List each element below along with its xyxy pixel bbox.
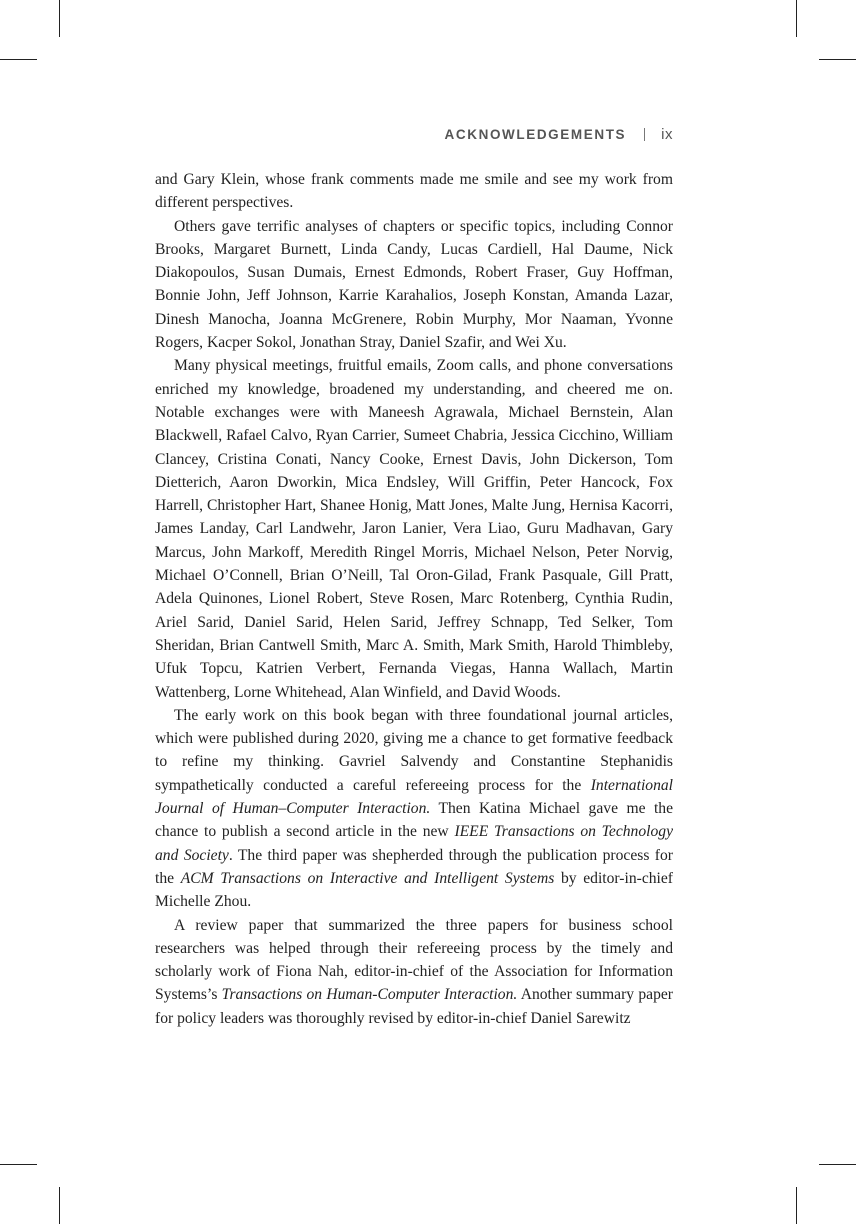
crop-mark-bottom-left [59, 1187, 60, 1224]
crop-mark-bottom-right-horizontal [819, 1164, 856, 1165]
running-head-divider [644, 128, 645, 141]
running-title: ACKNOWLEDGEMENTS [444, 126, 627, 142]
crop-mark-top-right-horizontal [819, 59, 856, 60]
journal-title-ijhci: International Journal of Human–Computer Interaction. [155, 776, 673, 818]
paragraph-4-text-e: . The third paper was shepherded through the publication process for the [155, 846, 673, 887]
journal-title-acm-tiis: ACM Transactions on Interactive and Intelligent Systems [180, 869, 555, 887]
running-head [155, 124, 673, 144]
paragraph-5-text-c: Another summary paper for policy leaders was thoroughly revised by editor-in-chief Daniel Sarewitz [155, 986, 673, 1027]
body-text [155, 168, 673, 1030]
crop-mark-bottom-left-horizontal [0, 1164, 37, 1165]
journal-title-ais-thci: Transactions on Human-Computer Interaction. [221, 986, 518, 1004]
paragraph-4-text-a: The early work on this book began with three foundational journal articles, which were published during 2020, giving me a chance to get formative feedback to refine my thinking. Gavriel Salvendy and Constantine Stephanidis sympathetically conducted a careful refereeing process for the [155, 706, 673, 794]
paragraph-4-text-g: by editor-in-chief Michelle Zhou. [155, 869, 673, 911]
crop-mark-top-left [59, 0, 60, 37]
paragraph-5 [155, 914, 673, 1030]
journal-title-ieee-tts: IEEE Transactions on Technology and Society [155, 823, 673, 864]
paragraph-2: Others gave terrific analyses of chapters or specific topics, including Connor Brooks, Margaret Burnett, Linda Candy, Lucas Cardiell, Hal Daume, Nick Diakopoulos, Susan Dumais, Ernest Edmonds, Robert Fraser, Guy Hoffman, Bonnie John, Jeff Johnson, Karrie Karahalios, Joseph Konstan, Amanda Lazar, Dinesh Manocha, Joanna McGrenere, Robin Murphy, Mor Naaman, Yvonne Rogers, Kacper Sokol, Jonathan Stray, Daniel Szafir, and Wei Xu. [155, 217, 673, 352]
paragraph-5-text-a: A review paper that summarized the three papers for business school researchers was helped through their refereeing process by the timely and scholarly work of Fiona Nah, editor-in-chief of the Association for Information Systems’s [155, 916, 673, 1004]
page-number: ix [661, 125, 673, 143]
crop-mark-top-left-horizontal [0, 59, 37, 60]
paragraph-1: and Gary Klein, whose frank comments made me smile and see my work from different perspectives. [155, 171, 673, 212]
paragraph-3: Many physical meetings, fruitful emails, Zoom calls, and phone conversations enriched my knowledge, broadened my understanding, and cheered me on. Notable exchanges were with Maneesh Agrawala, Michael Bernstein, Alan Blackwell, Rafael Calvo, Ryan Carrier, Sumeet Chabria, Jessica Cicchino, William Clancey, Cristina Conati, Nancy Cooke, Ernest Davis, John Dickerson, Tom Dietterich, Aaron Dworkin, Mica Endsley, Will Griffin, Peter Hancock, Fox Harrell, Christopher Hart, Shanee Honig, Matt Jones, Malte Jung, Hernisa Kacorri, James Landay, Carl Landwehr, Jaron Lanier, Vera Liao, Guru Madhavan, Gary Marcus, John Markoff, Meredith Ringel Morris, Michael Nelson, Peter Norvig, Michael O’Connell, Brian O’Neill, Tal Oron-Gilad, Frank Pasquale, Gill Pratt, Adela Quinones, Lionel Robert, Steve Rosen, Marc Rotenberg, Cynthia Rudin, Ariel Sarid, Daniel Sarid, Helen Sarid, Jeffrey Schnapp, Ted Selker, Tom Sheridan, Brian Cantwell Smith, Marc A. Smith, Mark Smith, Harold Thimbleby, Ufuk Topcu, Katrien Verbert, Fernanda Viegas, Hanna Wallach, Martin Wattenberg, Lorne Whitehead, Alan Winfield, and David Woods. [155, 357, 673, 701]
paragraph-4-text-c: Then Katina Michael gave me the chance to publish a second article in the new [155, 800, 674, 841]
crop-mark-top-right [796, 0, 797, 37]
paragraph-4 [155, 704, 673, 914]
crop-mark-bottom-right [796, 1187, 797, 1224]
